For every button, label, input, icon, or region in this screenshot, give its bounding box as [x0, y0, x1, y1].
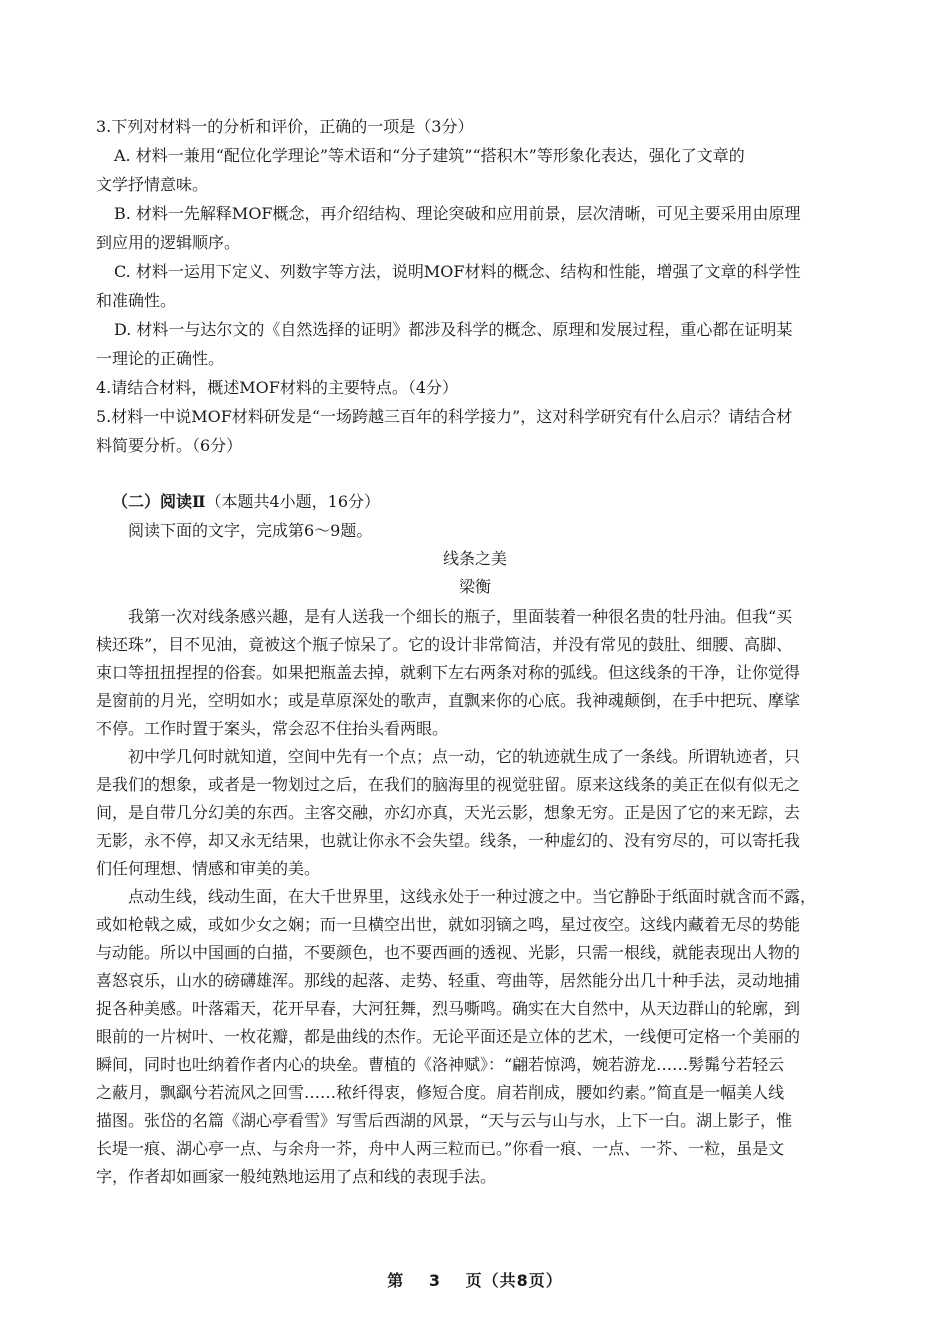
option-b-line-1: B. 材料一先解释MOF概念，再介绍结构、理论突破和应用前景，层次清晰，可见主要采用由原理: [114, 204, 801, 223]
essay-line: 长堤一痕、湖心亭一点、与余舟一芥，舟中人两三粒而已。”你看一痕、一点、一芥、一粒，虽是文: [96, 1139, 785, 1158]
section-heading: [112, 492, 380, 512]
question-3-stem: 3.下列对材料一的分析和评价，正确的一项是（3分）: [96, 117, 474, 136]
footer-suffix: 页（共8页）: [465, 1271, 563, 1290]
essay-line: 不停。工作时置于案头，常会忍不住抬头看两眼。: [96, 719, 449, 738]
option-c-line-2: 和准确性。: [96, 291, 177, 310]
essay-line: 眼前的一片树叶、一枚花瓣，都是曲线的杰作。无论平面还是立体的艺术，一线便可定格一个美丽的: [96, 1027, 801, 1046]
question-4: 4.请结合材料，概述MOF材料的主要特点。（4分）: [96, 378, 459, 397]
footer-prefix: 第: [387, 1271, 405, 1290]
essay-line: 无影，永不停，却又永无结果，也就让你永不会失望。线条，一种虚幻的、没有穷尽的，可以寄托我: [96, 831, 801, 850]
essay-line: 喜怒哀乐，山水的磅礴雄浑。那线的起落、走势、轻重、弯曲等，居然能分出几十种手法，灵动地捕: [96, 971, 801, 990]
option-d-line-2: 一理论的正确性。: [96, 349, 225, 368]
essay-line: 间，是自带几分幻美的东西。主客交融，亦幻亦真，天光云影，想象无穷。正是因了它的来无踪，去: [96, 803, 801, 822]
option-c-line-1: C. 材料一运用下定义、列数字等方法，说明MOF材料的概念、结构和性能，增强了文章的科学性: [114, 262, 801, 281]
option-d-line-1: D. 材料一与达尔文的《自然选择的证明》都涉及科学的概念、原理和发展过程，重心都在证明某: [114, 320, 793, 339]
question-5-line-2: 料简要分析。（6分）: [96, 436, 243, 455]
essay-line: 是我们的想象，或者是一物划过之后，在我们的脑海里的视觉驻留。原来这线条的美正在似有似无之: [96, 775, 801, 794]
option-b-line-2: 到应用的逻辑顺序。: [96, 233, 241, 252]
essay-title: 线条之美: [442, 549, 507, 568]
essay-line: 描图。张岱的名篇《湖心亭看雪》写雪后西湖的风景，“天与云与山与水，上下一白。湖上影子，惟: [96, 1111, 793, 1130]
essay-line: 点动生线，线动生面，在大千世界里，这线永处于一种过渡之中。当它静卧于纸面时就含而不露，: [128, 887, 817, 906]
essay-line: 与动能。所以中国画的白描，不要颜色，也不要西画的透视、光影，只需一根线，就能表现出人物的: [96, 943, 801, 962]
essay-line: 椟还珠”，目不见油，竟被这个瓶子惊呆了。它的设计非常简洁，并没有常见的鼓肚、细腰、高脚、: [96, 635, 793, 654]
essay-line: 是窗前的月光，空明如水；或是草原深处的歌声，直飘来你的心底。我神魂颠倒，在手中把玩、摩挲: [96, 691, 801, 710]
essay-line: 瞬间，同时也吐纳着作者内心的块垒。曹植的《洛神赋》：“翩若惊鸿，婉若游龙……髣髴兮若轻云: [96, 1055, 785, 1074]
page-footer: [0, 1268, 950, 1291]
option-a-line-2: 文学抒情意味。: [96, 175, 209, 194]
option-a-line-1: A. 材料一兼用“配位化学理论”等术语和“分子建筑”“搭积木”等形象化表达，强化了文章的: [114, 146, 745, 165]
essay-line: 们任何理想、情感和审美的美。: [96, 859, 321, 878]
question-5-line-1: 5.材料一中说MOF材料研发是“一场跨越三百年的科学接力”，这对科学研究有什么启示？请结合材: [96, 407, 793, 426]
section-heading-info: （本题共4小题，16分）: [205, 492, 381, 511]
essay-line: 束口等扭扭捏捏的俗套。如果把瓶盖去掉，就剩下左右两条对称的弧线。但这线条的干净，让你觉得: [96, 663, 801, 682]
page-number: 3: [428, 1271, 441, 1290]
essay-line: 捉各种美感。叶落霜天，花开早春，大河狂舞，烈马嘶鸣。确实在大自然中，从天边群山的轮廓，到: [96, 999, 801, 1018]
essay-line: 字，作者却如画家一般纯熟地运用了点和线的表现手法。: [96, 1167, 497, 1186]
essay-line: 或如枪戟之威，或如少女之娴；而一旦横空出世，就如羽镝之鸣，星过夜空。这线内藏着无尽的势能: [96, 915, 801, 934]
essay-line: 之蔽月，飘飖兮若流风之回雪……秾纤得衷，修短合度。肩若削成，腰如约素。”简直是一幅美人线: [96, 1083, 785, 1102]
essay-line: 我第一次对线条感兴趣，是有人送我一个细长的瓶子，里面装着一种很名贵的牡丹油。但我“买: [128, 607, 793, 626]
section-heading-label: （二）阅读Ⅱ: [112, 492, 206, 511]
essay-author: 梁衡: [458, 577, 491, 596]
essay-line: 初中学几何时就知道，空间中先有一个点；点一动，它的轨迹就生成了一条线。所谓轨迹者，只: [128, 747, 801, 766]
section-instruction: 阅读下面的文字，完成第6～9题。: [128, 521, 373, 540]
